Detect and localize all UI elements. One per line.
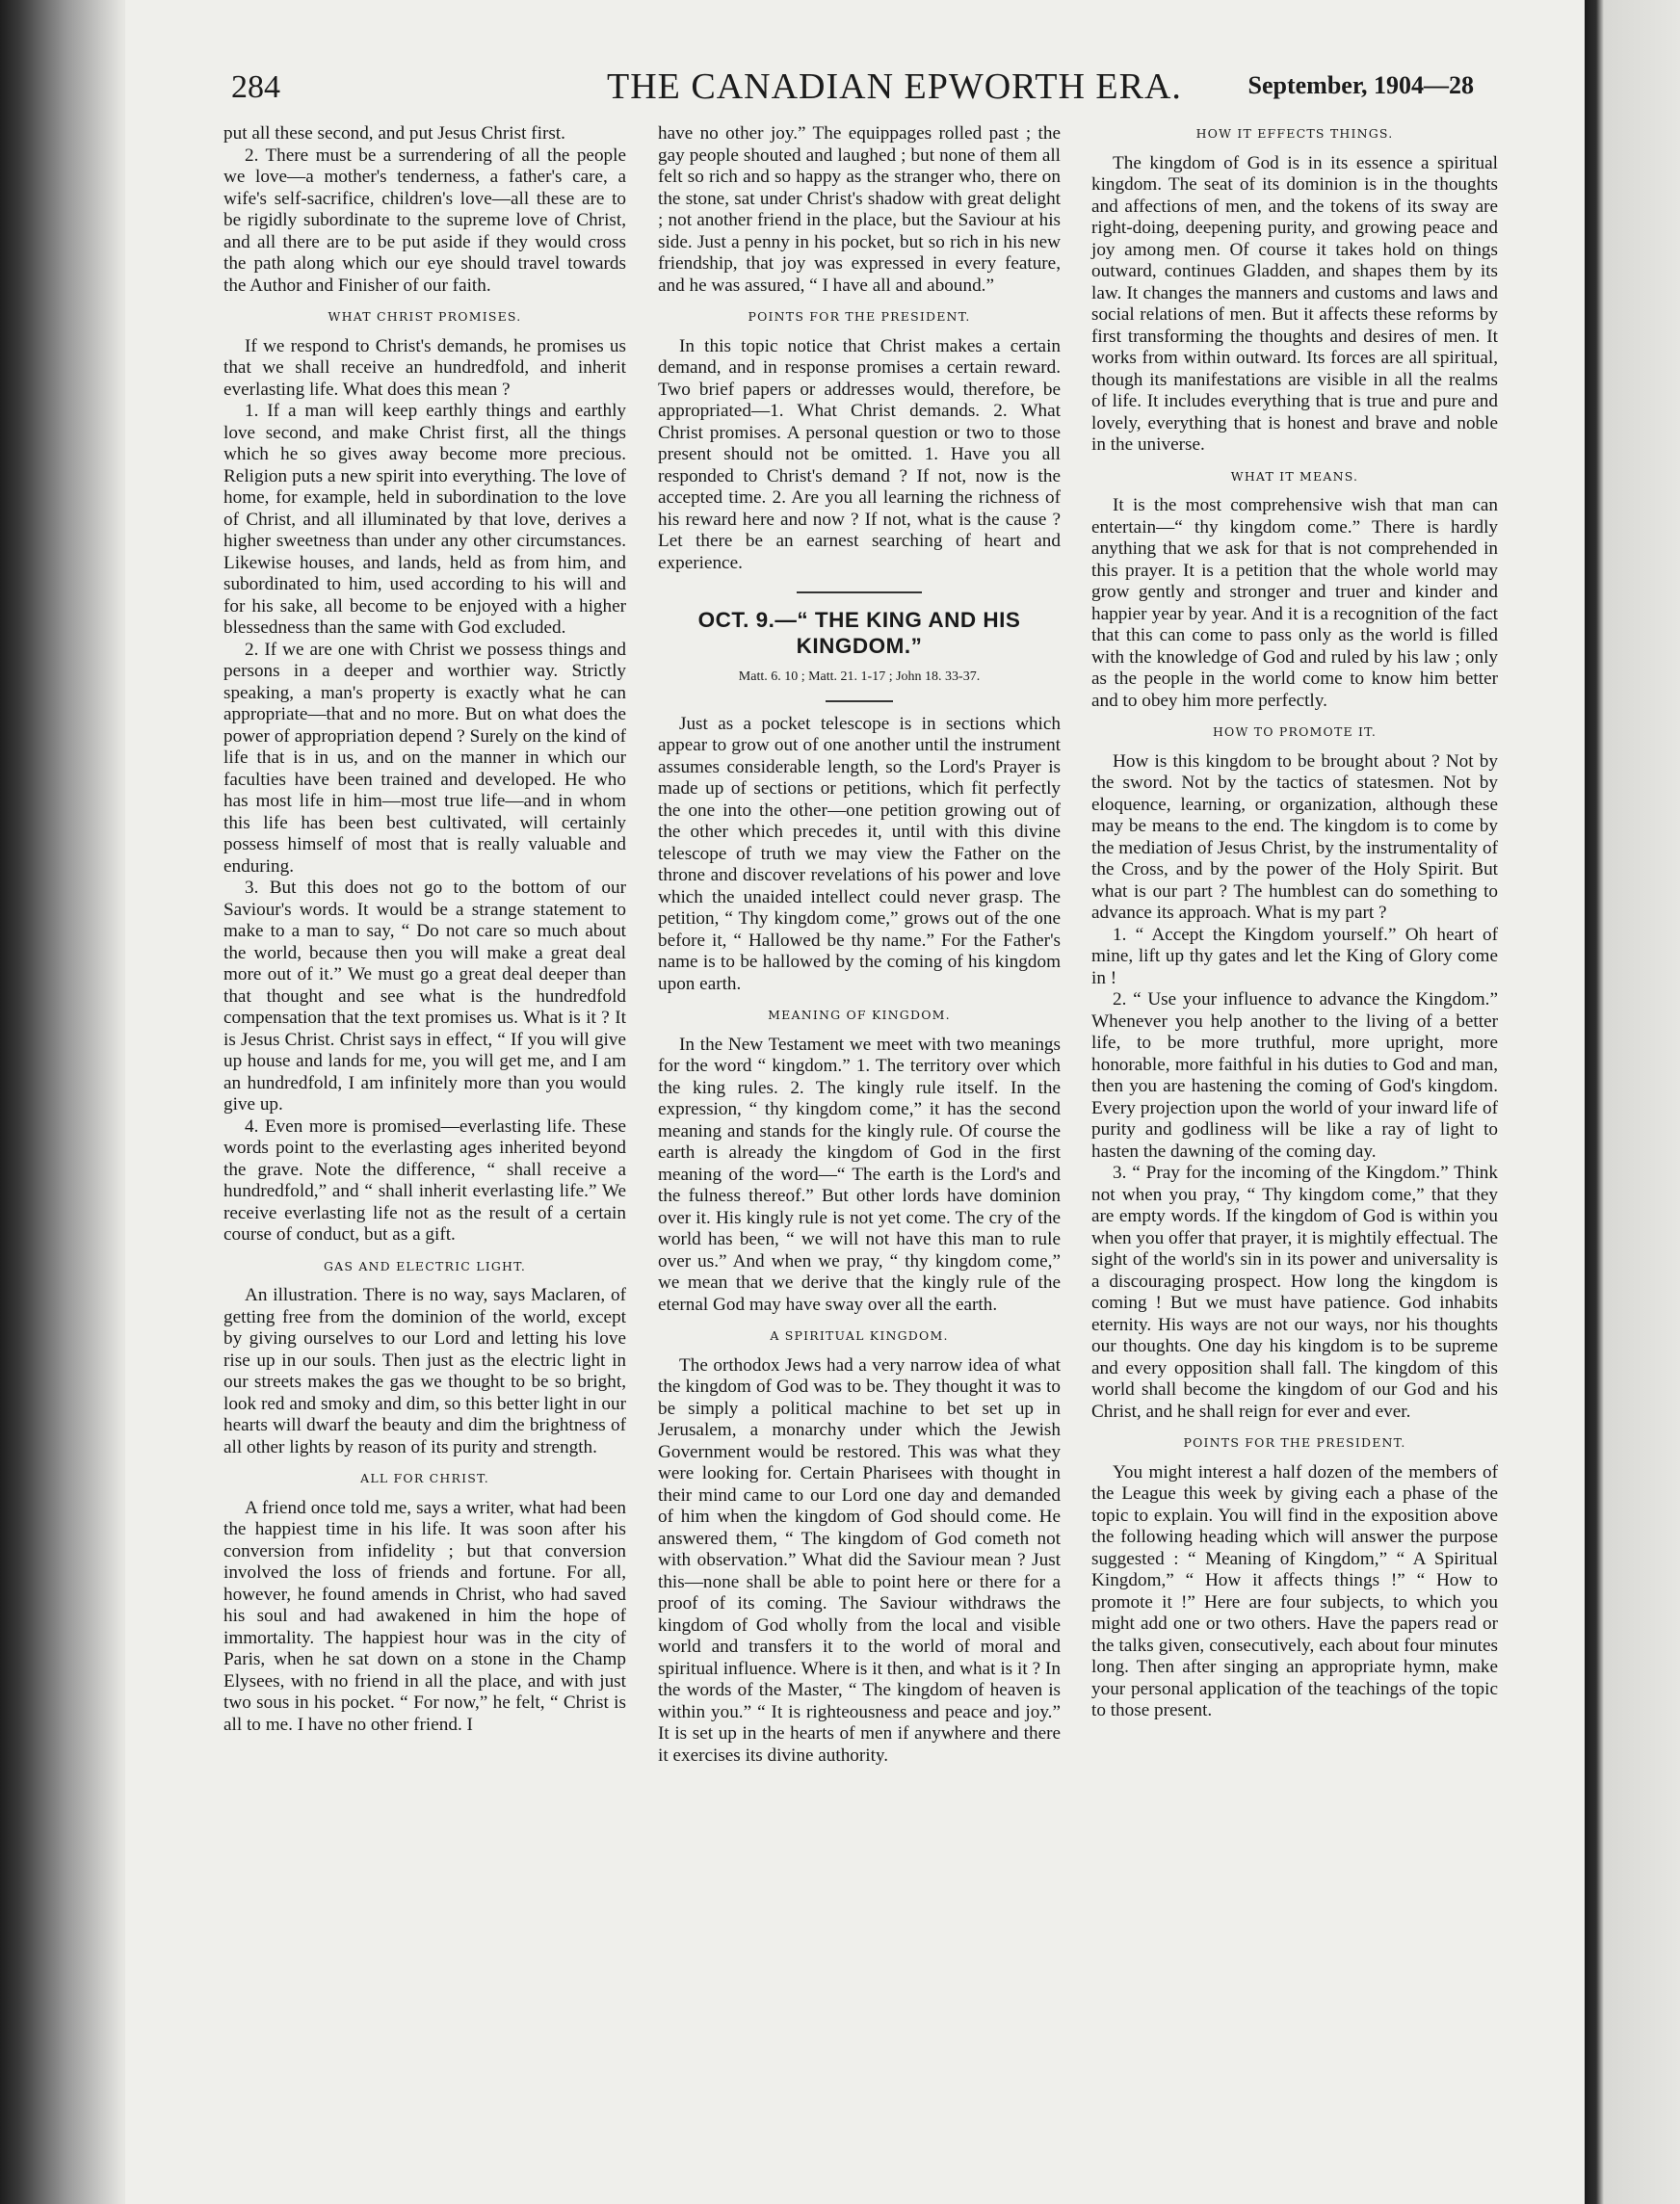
paragraph: 2. There must be a surrendering of all the people we love—a mother's tenderness, a father's care, a wife's self-sacrifice, children's love—all these are to be rigidly subordinate to the supreme love of Christ, and all there are to be put aside if they would cross the path along which our eye should travel towards the Author and Finisher of our faith. [223, 144, 626, 296]
column-3 [1091, 123, 1498, 1722]
paragraph: The kingdom of God is in its essence a spiritual kingdom. The seat of its dominion is in the thoughts and affections of men, and the tokens of its sway are right-doing, deepening purity, and growing peace and joy among men. Of course it takes hold on things outward, continues Gladden, and shapes them by its law. It changes the manners and customs and laws and social relations of men. But it affects these reforms by first transforming the thoughts and desires of men. It works from within outward. Its forces are all spiritual, though its manifestations are visible in all the realms of life. It includes everything that is true and pure and lovely, everything that is honest and brave and noble in the universe. [1091, 152, 1498, 455]
section-heading: POINTS FOR THE PRESIDENT. [1183, 1435, 1406, 1450]
paragraph: How is this kingdom to be brought about ? Not by the sword. Not by the tactics of statesmen. Not by eloquence, learning, or organization, although these may be means to the end. The kingdom is to come by the mediation of Jesus Christ, by the instrumentality of the Cross, and by the power of the Holy Spirit. But what is our part ? The humblest can do something to advance its approach. What is my part ? [1091, 750, 1498, 923]
paragraph: In this topic notice that Christ makes a certain demand, and in response promises a certain reward. Two brief papers or addresses would, therefore, be appropriated—1. What Christ demands. 2. What Christ promises. A personal question or two to those present should not be omitted. 1. Have you all responded to Christ's demand ? If not, now is the accepted time. 2. Are you all learning the richness of his reward here and now ? If not, what is the cause ? Let there be an earnest searching of heart and experience. [658, 335, 1061, 573]
paragraph: Just as a pocket telescope is in sections which appear to grow out of one another until the instrument assumes considerable length, so the Lord's Prayer is made up of sections or petitions, which fit perfectly the one into the other—one petition growing out of the other which precedes it, until with this divine telescope of truth we may view the Father on the throne and discover revelations of his power and love which the unaided intellect could never grasp. The petition, “ Thy kingdom come,” grows out of the one before it, “ Hallowed be thy name.” For the Father's name is to be hallowed by the coming of his kingdom upon earth. [658, 713, 1061, 994]
divider-rule [797, 591, 922, 593]
paragraph: 2. “ Use your influence to advance the Kingdom.” Whenever you help another to the living of a better life, to be more truthful, more upright, more honorable, more faithful in his duties to God and man, then you are hastening the coming of God's kingdom. Every projection upon the world of your inward life of purity and godliness will be like a ray of light to hasten the dawning of the coming day. [1091, 989, 1498, 1162]
paragraph: In the New Testament we meet with two meanings for the word “ kingdom.” 1. The territory over which the king rules. 2. The kingly rule itself. In the expression, “ thy kingdom come,” it has the second meaning and stands for the kingly rule. Of course the earth is already the kingdom of God in the first meaning of the word—“ The earth is the Lord's and the fulness thereof.” But other lords have dominion over it. His kingly rule is not yet come. The cry of the world has been, “ we will not have this man to rule over us.” And when we pray, “ thy kingdom come,” we mean that we derive that the kingly rule of the eternal God may have sway over all the earth. [658, 1034, 1061, 1315]
paragraph: 1. “ Accept the Kingdom yourself.” Oh heart of mine, lift up thy gates and let the King of Glory come in ! [1091, 924, 1498, 988]
paragraph: The orthodox Jews had a very narrow idea of what the kingdom of God was to be. They thought it was to be simply a political machine to bet set up in Jerusalem, a monarchy under which the Jewish Government would be restored. This was what they were looking for. Certain Pharisees with thought in their mind came to our Lord one day and demanded of him when the kingdom of God should come. He answered them, “ The kingdom of God cometh not with observation.” What did the Saviour mean ? Just this—none shall be able to point here or there for a proof of its coming. The Saviour withdraws the kingdom of God wholly from the local and visible world and transfers it to the world of moral and spiritual influence. Where is it then, and what is it ? In the words of the Master, “ The kingdom of heaven is within you.” “ It is righteousness and peace and joy.” It is set up in the hearts of men if anywhere and there it exercises its divine authority. [658, 1354, 1061, 1766]
scripture-reference: Matt. 6. 10 ; Matt. 21. 1-17 ; John 18. 33-37. [738, 669, 981, 684]
section-heading: A SPIRITUAL KINGDOM. [770, 1328, 949, 1343]
page-number: 284 [231, 69, 280, 105]
paragraph: 4. Even more is promised—everlasting life. These words point to the everlasting ages inherited beyond the grave. Note the difference, “ shall receive a hundredfold,” and “ shall inherit everlasting life.” We receive everlasting life not as the result of a certain course of conduct, but as a gift. [223, 1115, 626, 1245]
section-heading: POINTS FOR THE PRESIDENT. [748, 309, 971, 324]
paragraph: 2. If we are one with Christ we possess things and persons in a deeper and worthier way. Strictly speaking, a man's property is exactly what he can appropriate—that and no more. But on what does the power of appropriation depend ? Surely on the kind of life that is in us, and on the manner in which our faculties have been trained and developed. He who has most life in him—most true life—and in whom this life has been best cultivated, will certainly possess himself of most that is really valuable and enduring. [223, 639, 626, 877]
page-edge [1585, 0, 1680, 2204]
issue-date: September, 1904—28 [1247, 71, 1474, 99]
section-heading: HOW TO PROMOTE IT. [1212, 724, 1378, 739]
section-heading: WHAT CHRIST PROMISES. [328, 309, 522, 324]
section-heading: GAS AND ELECTRIC LIGHT. [323, 1258, 527, 1273]
column-1 [223, 123, 626, 1736]
paragraph: A friend once told me, says a writer, what had been the happiest time in his life. It was soon after his conversion from infidelity ; but that conversion involved the loss of friends and fortune. For all, however, he found amends in Christ, who had saved his soul and had awakened in him the hope of immortality. The happiest hour was in the city of Paris, when he sat down on a stone in the Champ Elysees, with no friend in all the place, and with just two sous in his pocket. “ For now,” he felt, “ Christ is all to me. I have no other friend. I [223, 1497, 626, 1735]
book-binding [0, 0, 135, 2204]
section-heading: ALL FOR CHRIST. [360, 1471, 489, 1485]
divider-rule [826, 700, 893, 702]
paragraph: have no other joy.” The equippages rolled past ; the gay people shouted and laughed ; but none of them all felt so rich and so happy as the stranger who, there on the stone, sat under Christ's shadow with great delight ; not another friend in the place, but the Saviour at his side. Just a penny in his pocket, but so rich in his new friendship, that joy was expressed in every feature, and he was assured, “ I have all and abound.” [658, 123, 1061, 296]
section-heading: WHAT IT MEANS. [1230, 468, 1359, 484]
section-heading: HOW IT EFFECTS THINGS. [1195, 126, 1394, 141]
paragraph: If we respond to Christ's demands, he promises us that we shall receive an hundredfold, and inherit everlasting life. What does this mean ? [223, 335, 626, 400]
publication-title: THE CANADIAN EPWORTH ERA. [607, 66, 1182, 107]
column-2 [658, 123, 1061, 1767]
paragraph: put all these second, and put Jesus Christ first. [223, 123, 565, 144]
paragraph: 3. But this does not go to the bottom of our Saviour's words. It would be a strange statement to make to a man to say, “ Do not care so much about the world, because then you will make a great deal more out of it.” We must go a great deal deeper than that thought and see what is the hundredfold compensation that the text promises us. What is it ? It is Jesus Christ. Christ says in effect, “ If you will give up house and lands for me, you will get me, and I am an hundredfold, I am infinitely more than you would give up. [223, 878, 626, 1115]
paragraph: 1. If a man will keep earthly things and earthly love second, and make Christ first, all the things which he so gives away become more precious. Religion puts a new spirit into everything. The love of home, for example, held in subordination to the love of Christ, and all illuminated by that love, derives a higher sweetness than under any other circumstances. Likewise houses, and lands, held as from him, and subordinated to him, used according to his will and for his sake, all become to be enjoyed with a higher blessedness than the same with God excluded. [223, 401, 626, 638]
paragraph: You might interest a half dozen of the members of the League this week by giving each a phase of the topic to explain. You will find in the exposition above the following heading which will answer the purpose suggested : “ Meaning of Kingdom,” “ A Spiritual Kingdom,” “ How it affects things !” “ How to promote it !” Here are four subjects, to which you might add one or two others. Have the papers read or the talks given, consecutively, each about four minutes long. Then after singing an appropriate hymn, make your personal application of the teachings of the topic to those present. [1091, 1461, 1498, 1720]
lesson-title: OCT. 9.—“ THE KING AND HIS KINGDOM.” [697, 608, 1021, 658]
paragraph: 3. “ Pray for the incoming of the Kingdom.” Think not when you pray, “ Thy kingdom come,” that they are empty words. If the kingdom of God is within you when you offer that prayer, it is mightily effectual. The sight of the world's sin in its power and universality is a discouraging prospect. How long the kingdom is coming ! But we must have patience. God inhabits eternity. His ways are not our ways, nor his thoughts our thoughts. One day his kingdom is to be supreme and every opposition shall fall. The kingdom of this world shall become the kingdom of our God and his Christ, and he shall reign for ever and ever. [1091, 1163, 1498, 1422]
paragraph: An illustration. There is no way, says Maclaren, of getting free from the dominion of the world, except by giving ourselves to our Lord and letting his love rise up in our souls. Then just as the electric light in our streets makes the gas we thought to be so bright, look red and smoky and dim, so this better light in our hearts will dwarf the beauty and dim the brightness of all other lights by reason of its purity and strength. [223, 1285, 626, 1457]
paragraph: It is the most comprehensive wish that man can entertain—“ thy kingdom come.” There is hardly anything that we ask for that is not comprehended in this prayer. It is a petition that the whole world may grow gently and stronger and truer and kinder and happier year by year. And it is a recognition of the fact that this can come to pass only as the world is filled with the knowledge of God and ruled by his law ; only as the people in the world come to know him better and to obey him more perfectly. [1091, 495, 1498, 711]
section-heading: MEANING OF KINGDOM. [768, 1008, 951, 1022]
page-header [231, 66, 1532, 112]
